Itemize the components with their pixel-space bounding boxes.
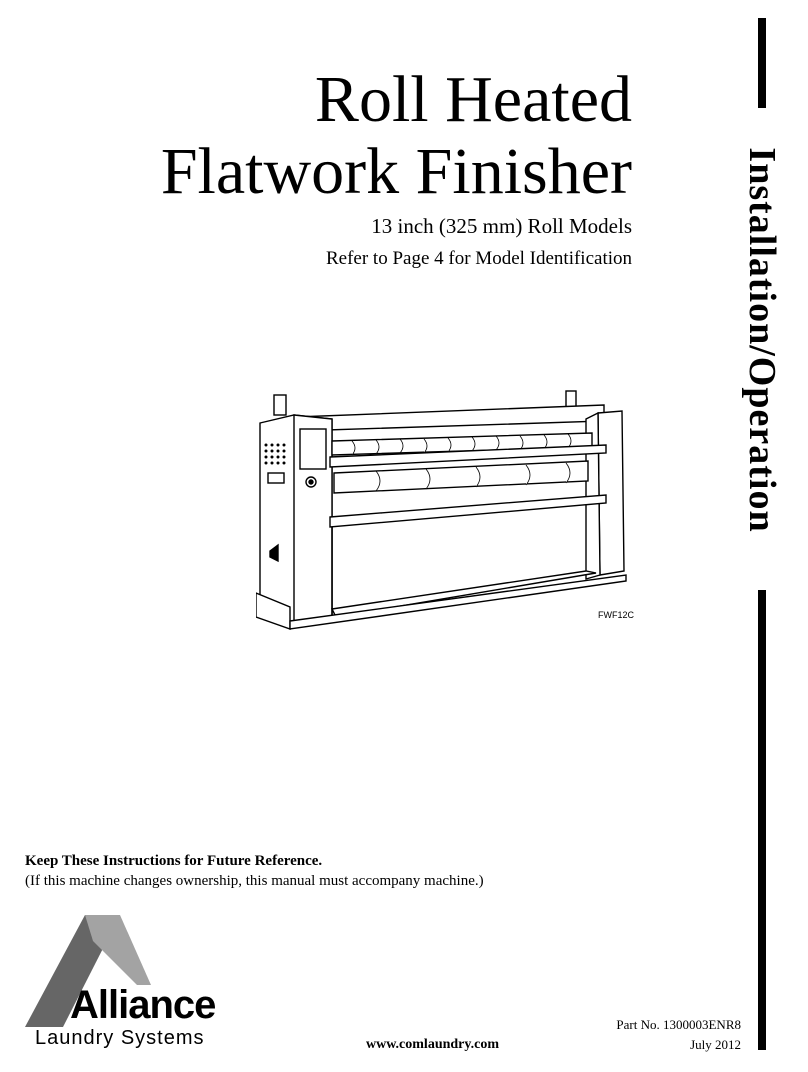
left-indicator-light: [274, 395, 286, 415]
part-number: Part No. 1300003ENR8: [616, 1017, 741, 1032]
logo-wordmark: Alliance: [70, 983, 216, 1027]
side-rule-top: [758, 18, 766, 108]
figure-code: FWF12C: [598, 610, 634, 620]
side-section-label: Installation/Operation: [741, 147, 783, 533]
roll-models-subtitle: 13 inch (325 mm) Roll Models: [371, 214, 632, 238]
title-line-2: Flatwork Finisher: [160, 135, 632, 208]
title-line-1: Roll Heated: [314, 63, 632, 136]
website-link[interactable]: www.comlaundry.com: [366, 1037, 499, 1052]
document-title: [161, 64, 632, 208]
model-reference: Refer to Page 4 for Model Identification: [325, 248, 632, 269]
side-rule-bottom: [758, 590, 766, 1050]
flatwork-finisher-illustration: [256, 385, 636, 635]
keep-instructions-heading: Keep These Instructions for Future Reference.: [25, 853, 323, 869]
ownership-note: (If this machine changes ownership, this manual must accompany machine.): [25, 873, 484, 889]
logo-tagline: Laundry Systems: [35, 1027, 205, 1049]
publication-date: July 2012: [690, 1037, 741, 1052]
